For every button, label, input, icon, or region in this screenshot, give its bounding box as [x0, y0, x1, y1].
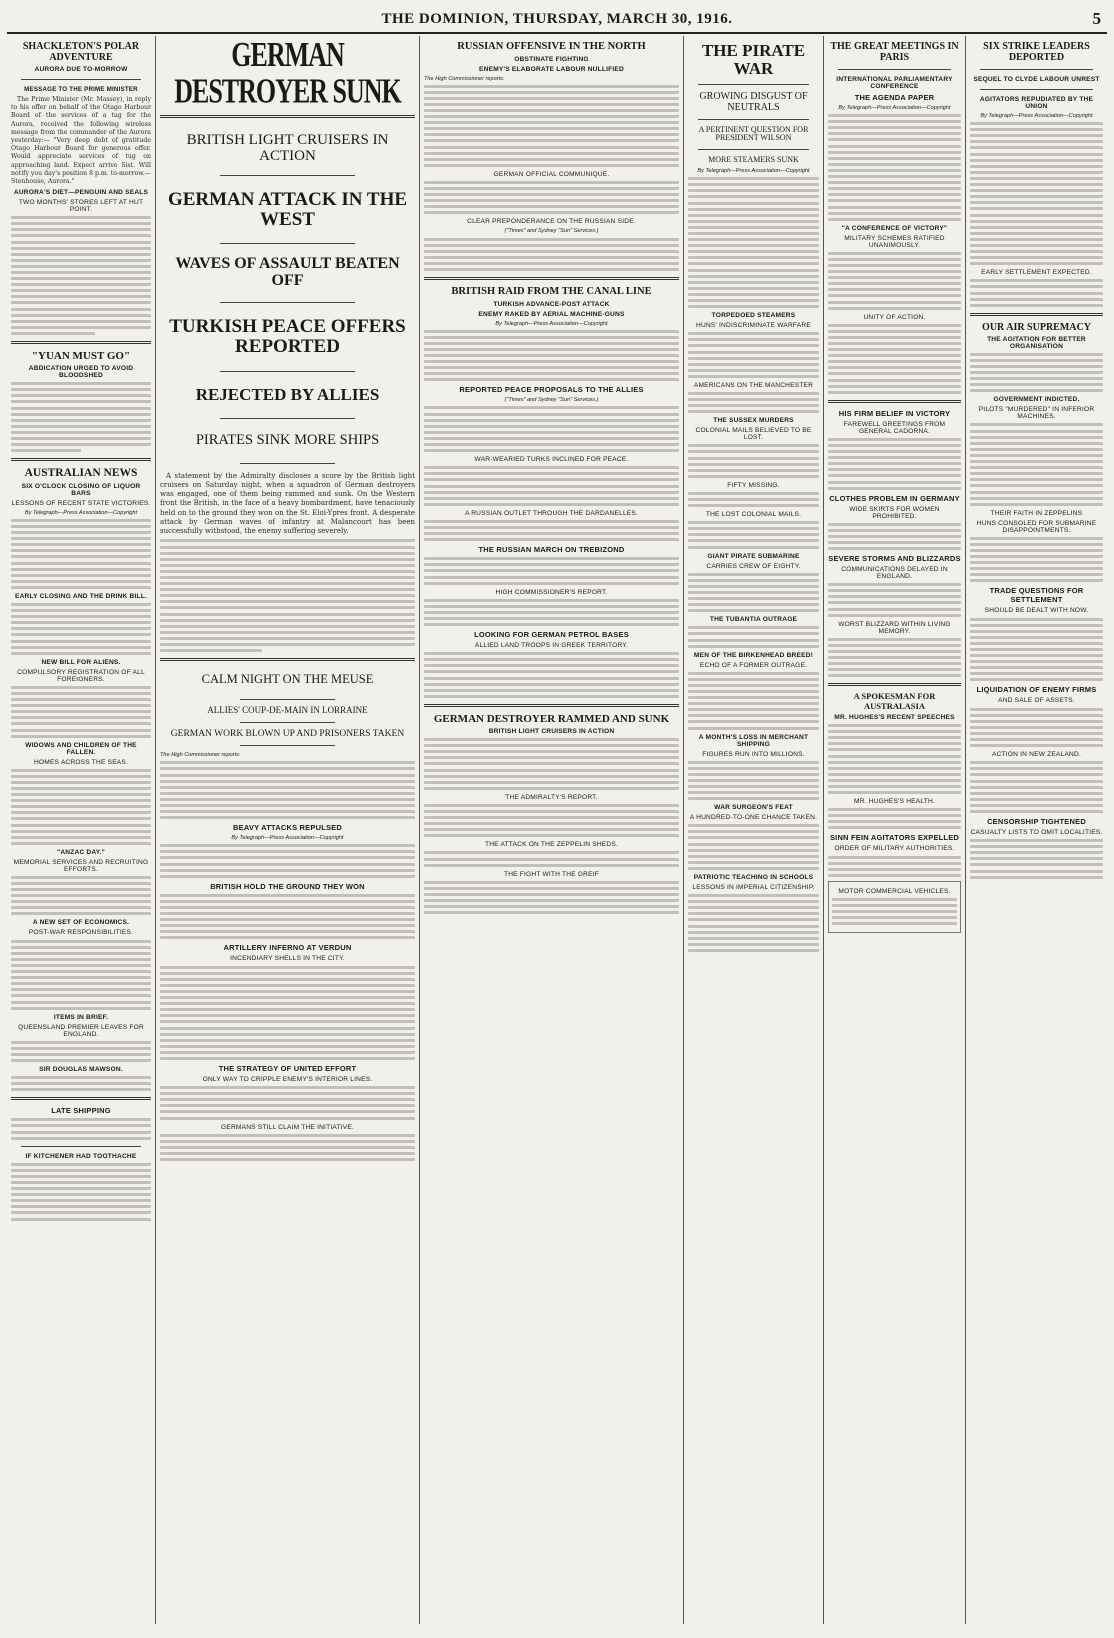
subhead-strategy: THE STRATEGY OF UNITED EFFORT: [218, 1063, 357, 1073]
subhead-health: MR. HUGHES'S HEALTH.: [854, 798, 935, 806]
subhead-diet: AURORA'S DIET—PENGUIN AND SEALS: [13, 189, 149, 197]
subhead-citizenship: LESSONS IN IMPERIAL CITIZENSHIP.: [692, 883, 815, 891]
subhead-communications: COMMUNICATIONS DELAYED IN ENGLAND.: [841, 566, 948, 581]
credit-line: By Telegraph—Press Association—Copyright: [231, 835, 344, 842]
subhead-high-comm: HIGH COMMISSIONER'S REPORT.: [495, 588, 608, 596]
credit-line: ("Times" and Sydney "Sun" Services.): [504, 228, 599, 235]
column-1: [7, 36, 155, 1624]
subhead-action-nz: ACTION IN NEW ZEALAND.: [991, 751, 1082, 759]
subhead-consoled: HUNS CONSOLED FOR SUBMARINE DISAPPOINTMENTS.: [976, 519, 1097, 534]
subhead-motor: MOTOR COMMERCIAL VEHICLES.: [838, 887, 951, 895]
subhead-huns: HUNS' INDISCRIMINATE WARFARE: [696, 322, 811, 330]
subhead-colonial: COLONIAL MAILS BELIEVED TO BE LOST.: [695, 427, 812, 442]
subhead-only-way: ONLY WAY TO CRIPPLE ENEMY'S INTERIOR LINES.: [202, 1075, 373, 1083]
subhead-skirts: WIDE SKIRTS FOR WOMEN PROHIBITED.: [849, 505, 940, 520]
subhead-americans: AMERICANS ON THE MANCHESTER: [693, 381, 814, 389]
subhead-lost-mails: THE LOST COLONIAL MAILS.: [705, 511, 802, 519]
credit-line: ("Times" and Sydney "Sun" Services.): [504, 397, 599, 404]
subhead-post-war: POST-WAR RESPONSIBILITIES.: [28, 929, 134, 937]
masthead-title: THE DOMINION, THURSDAY, MARCH 30, 1916.: [381, 11, 733, 27]
column-4: [683, 36, 823, 1624]
credit-line: By Telegraph—Press Association—Copyright: [980, 113, 1093, 119]
credit-line: By Telegraph—Press Association—Copyright: [495, 320, 608, 327]
subhead-communique: GERMAN OFFICIAL COMMUNIQUE.: [493, 170, 610, 178]
subhead-message: MESSAGE TO THE PRIME MINISTER: [24, 86, 138, 93]
subhead-sinn-fein: SINN FEIN AGITATORS EXPELLED: [829, 833, 960, 843]
subhead-unity: UNITY OF ACTION.: [863, 313, 926, 321]
subhead-six-oclock: SIX O'CLOCK CLOSING OF LIQUOR BARS: [21, 482, 141, 497]
column-5: [823, 36, 965, 1624]
headline-spokesman: A SPOKESMAN FOR AUSTRALASIA: [853, 691, 936, 711]
subhead-compulsory: COMPULSORY REGISTRATION OF ALL FOREIGNERS.: [17, 668, 145, 683]
high-commissioner-line: The High Commissioner reports:: [160, 752, 241, 759]
subhead-petrol: LOOKING FOR GERMAN PETROL BASES: [474, 630, 629, 640]
article-body: [11, 216, 151, 335]
subhead-allied: ALLIED LAND TROOPS IN GREEK TERRITORY.: [474, 642, 629, 650]
headline-australian-news: AUSTRALIAN NEWS: [24, 467, 138, 480]
subhead-storms: SEVERE STORMS AND BLIZZARDS: [828, 554, 961, 564]
article-text-pirates: A statement by the Admiralty discloses a score by the British light cruisers on Saturday night, when a squadron of German destroyers was engaged, one of them being rammed and sunk. On the Western front the British, in the face of a heavy bombardment, have tenaciously held on to the ground they won on the St. Eloi-Ypres front. A desperate attack by German waves of infantry at Malancourt has been successfully withstood, the enemy suffering severely.: [160, 471, 415, 536]
subhead-firm: HIS FIRM BELIEF IN VICTORY: [838, 408, 951, 418]
headline-cruisers: BRITISH LIGHT CRUISERS IN ACTION: [186, 131, 389, 165]
subhead-birkenhead: MEN OF THE BIRKENHEAD BREED!: [693, 651, 814, 659]
subhead-agitators: AGITATORS REPUDIATED BY THE UNION: [979, 96, 1094, 110]
subhead-echo: ECHO OF A FORMER OUTRAGE.: [699, 661, 808, 669]
subhead-tubantia: THE TUBANTIA OUTRAGE: [709, 616, 798, 624]
headline-attack-west: GERMAN ATTACK IN THE WEST: [167, 188, 408, 230]
subhead-machine-guns: ENEMY RAKED BY AERIAL MACHINE-GUNS: [478, 310, 625, 318]
subhead-carries: CARRIES CREW OF EIGHTY.: [706, 562, 801, 570]
subhead-memorial: MEMORIAL SERVICES AND RECRUITING EFFORTS.: [13, 858, 149, 873]
subhead-surgeon: WAR SURGEON'S FEAT: [714, 804, 793, 812]
subhead-zeppelin: THE ATTACK ON THE ZEPPELIN SHEDS.: [484, 841, 618, 849]
subhead-hundred: A HUNDRED-TO-ONE CHANCE TAKEN.: [689, 814, 818, 822]
headline-air-supremacy: OUR AIR SUPREMACY: [982, 321, 1091, 333]
subhead-farewell: FAREWELL GREETINGS FROM GENERAL CADORNA.: [843, 420, 946, 435]
subhead-early-closing: EARLY CLOSING AND THE DRINK BILL.: [14, 592, 147, 600]
subhead-figures: FIGURES RUN INTO MILLIONS.: [702, 750, 805, 758]
column-3: [419, 36, 683, 1624]
subhead-zeppelins: THEIR FAITH IN ZEPPELINS: [990, 509, 1083, 517]
subhead-agenda: THE AGENDA PAPER: [854, 93, 935, 102]
subhead-elaborate: ENEMY'S ELABORATE LABOUR NULLIFIED: [479, 65, 624, 73]
subhead-mawson: SIR DOUGLAS MAWSON.: [39, 1065, 123, 1073]
masthead: [7, 6, 1107, 34]
subhead-pilots: PILOTS "MURDERED" IN INFERIOR MACHINES.: [978, 406, 1095, 421]
headline-meetings: THE GREAT MEETINGS IN PARIS: [830, 41, 959, 63]
headline-russian-offensive: RUSSIAN OFFENSIVE IN THE NORTH: [457, 41, 646, 52]
subhead-speeches: MR. HUGHES'S RECENT SPEECHES: [834, 713, 955, 721]
headline-pirates: PIRATES SINK MORE SHIPS: [195, 431, 380, 448]
headline-steamers: MORE STEAMERS SUNK: [708, 155, 799, 165]
subhead-abdication: ABDICATION URGED TO AVOID BLOODSHED: [28, 365, 134, 380]
headline-rejected: REJECTED BY ALLIES: [195, 384, 380, 404]
headline-calm-night: CALM NIGHT ON THE MEUSE: [201, 672, 374, 687]
headline-waves: WAVES OF ASSAULT BEATEN OFF: [175, 255, 400, 290]
page-number: 5: [1092, 9, 1101, 28]
subhead-economics: A NEW SET OF ECONOMICS.: [32, 919, 130, 927]
subhead-liquidation: LIQUIDATION OF ENEMY FIRMS: [976, 685, 1097, 695]
subhead-trade: TRADE QUESTIONS FOR SETTLEMENT: [989, 586, 1084, 605]
subhead-blizzard: WORST BLIZZARD WITHIN LIVING MEMORY.: [838, 620, 951, 635]
subhead-agitation: THE AGITATION FOR BETTER ORGANISATION: [987, 335, 1086, 350]
credit-line: By Telegraph—Press Association—Copyright: [838, 105, 951, 111]
subhead-orders: ORDER OF MILITARY AUTHORITIES.: [834, 845, 955, 853]
headline-coup: ALLIES' COUP-DE-MAIN IN LORRAINE: [207, 704, 368, 715]
subhead-queensland: QUEENSLAND PREMIER LEAVES FOR ENGLAND.: [18, 1023, 144, 1038]
subhead-casualty: CASUALTY LISTS TO OMIT LOCALITIES.: [970, 828, 1103, 836]
headline-rammed: GERMAN DESTROYER RAMMED AND SUNK: [433, 712, 670, 725]
credit-line: By Telegraph—Press Association—Copyright: [697, 168, 810, 175]
advertisement-box: [828, 881, 961, 933]
subhead-torpedoed: TORPEDOED STEAMERS: [711, 312, 796, 320]
subhead-items: ITEMS IN BRIEF.: [53, 1013, 109, 1021]
subhead-anzac: "ANZAC DAY.": [57, 848, 105, 856]
newspaper-page: [7, 6, 1107, 1624]
headline-strike: SIX STRIKE LEADERS DEPORTED: [983, 41, 1090, 63]
subhead-trebizond: THE RUSSIAN MARCH ON TREBIZOND: [478, 545, 625, 555]
subhead-widows: WIDOWS AND CHILDREN OF THE FALLEN.: [25, 741, 137, 756]
subhead-incendiary: INCENDIARY SHELLS IN THE CITY.: [230, 955, 345, 963]
headline-yuan: "YUAN MUST GO": [31, 349, 131, 362]
banner-destroyer-sunk: GERMAN DESTROYER SUNK: [174, 36, 401, 112]
subhead-clothes: CLOTHES PROBLEM IN GERMANY: [829, 493, 960, 503]
subhead-hold-ground: BRITISH HOLD THE GROUND THEY WON: [210, 881, 365, 891]
subhead-dealt: SHOULD BE DEALT WITH NOW.: [984, 607, 1089, 615]
column-2: [155, 36, 419, 1624]
subhead-proposals: REPORTED PEACE PROPOSALS TO THE ALLIES: [459, 385, 644, 395]
subhead-lessons: LESSONS OF RECENT STATE VICTORIES.: [11, 499, 151, 507]
subhead-obstinate: OBSTINATE FIGHTING: [514, 55, 589, 63]
headline-disgust: GROWING DISGUST OF NEUTRALS: [699, 90, 808, 113]
subhead-censorship: CENSORSHIP TIGHTENED: [987, 816, 1086, 826]
subhead-new-bill: NEW BILL FOR ALIENS.: [41, 658, 121, 666]
subhead-greif: THE FIGHT WITH THE GREIF: [503, 870, 600, 878]
subhead-indicted: GOVERNMENT INDICTED.: [993, 396, 1080, 404]
subhead-giant: GIANT PIRATE SUBMARINE: [707, 552, 800, 560]
subhead-artillery: ARTILLERY INFERNO AT VERDUN: [223, 943, 352, 953]
subhead-losses: A MONTH'S LOSS IN MERCHANT SHIPPING: [698, 733, 809, 748]
credit-line: By Telegraph—Press Association—Copyright: [24, 509, 138, 516]
subhead-teaching: PATRIOTIC TEACHING IN SCHOOLS: [693, 873, 814, 881]
subhead-fifty: FIFTY MISSING.: [727, 481, 780, 489]
article-text-message: The Prime Minister (Mr. Massey), in reply to his offer on behalf of the Otago Harbour Board of the services of a tug for the Aurora, received the following wireless message from the commander of the Aurora yesterday:— "Very deep debt of gratitude Otago Harbour Board for generous offer. Would appreciate services of tug on approaching land. Expect arrive Sist. Will notify you day's position 8 p.m. to-morrow.—Stenhouse, Aurora.": [11, 96, 151, 185]
subhead-settlement: EARLY SETTLEMENT EXPECTED.: [981, 269, 1092, 277]
headline-question: A PERTINENT QUESTION FOR PRESIDENT WILSON: [698, 124, 809, 143]
subhead-outlet: A RUSSIAN OUTLET THROUGH THE DARDANELLES.: [464, 509, 639, 517]
subhead-sequel: SEQUEL TO CLYDE LABOUR UNREST: [973, 76, 1100, 83]
headline-shackleton: SHACKLETON'S POLAR ADVENTURE: [22, 41, 140, 63]
headline-work-blown-up: GERMAN WORK BLOWN UP AND PRISONERS TAKEN: [170, 728, 405, 739]
high-commissioner-line: The High Commissioner reports:: [424, 75, 505, 82]
subhead-aurora: AURORA DUE TO-MORROW: [34, 66, 128, 73]
subhead-shipping: LATE SHIPPING: [51, 1106, 111, 1116]
subhead-initiative: GERMANS STILL CLAIM THE INITIATIVE.: [221, 1123, 354, 1131]
subhead-admiralty: THE ADMIRALTY'S REPORT.: [505, 793, 598, 801]
subhead-victory: "A CONFERENCE OF VICTORY": [841, 224, 948, 232]
subhead-military: MILITARY SCHEMES RATIFIED UNANIMOUSLY.: [844, 234, 945, 249]
subhead-sale: AND SALE OF ASSETS.: [998, 697, 1075, 705]
headline-peace-offers: TURKISH PEACE OFFERS REPORTED: [169, 316, 406, 357]
subhead-conference: INTERNATIONAL PARLIAMENTARY CONFERENCE: [836, 76, 953, 90]
headline-canal-raid: BRITISH RAID FROM THE CANAL LINE: [451, 285, 652, 297]
subhead-war-wearied: WAR-WEARIED TURKS INCLINED FOR PEACE.: [474, 456, 629, 464]
subhead-cruisers2: BRITISH LIGHT CRUISERS IN ACTION: [488, 727, 615, 735]
headline-pirate-war: THE PIRATE WAR: [701, 41, 806, 78]
column-6: [965, 36, 1107, 1624]
subhead-homes: HOMES ACROSS THE SEAS.: [33, 758, 129, 766]
subhead-outpost: TURKISH ADVANCE-POST ATTACK: [493, 300, 610, 308]
subhead-toothache: IF KITCHENER HAD TOOTHACHE: [25, 1152, 137, 1160]
subhead-preponderance: CLEAR PREPONDERANCE ON THE RUSSIAN SIDE.: [467, 218, 636, 226]
subhead-two-months: TWO MONTHS' STORES LEFT AT HUT POINT.: [18, 199, 144, 214]
subhead-beavy-attacks: BEAVY ATTACKS REPULSED: [233, 823, 342, 833]
columns: [7, 36, 1107, 1624]
subhead-sussex: THE SUSSEX MURDERS: [713, 417, 794, 425]
